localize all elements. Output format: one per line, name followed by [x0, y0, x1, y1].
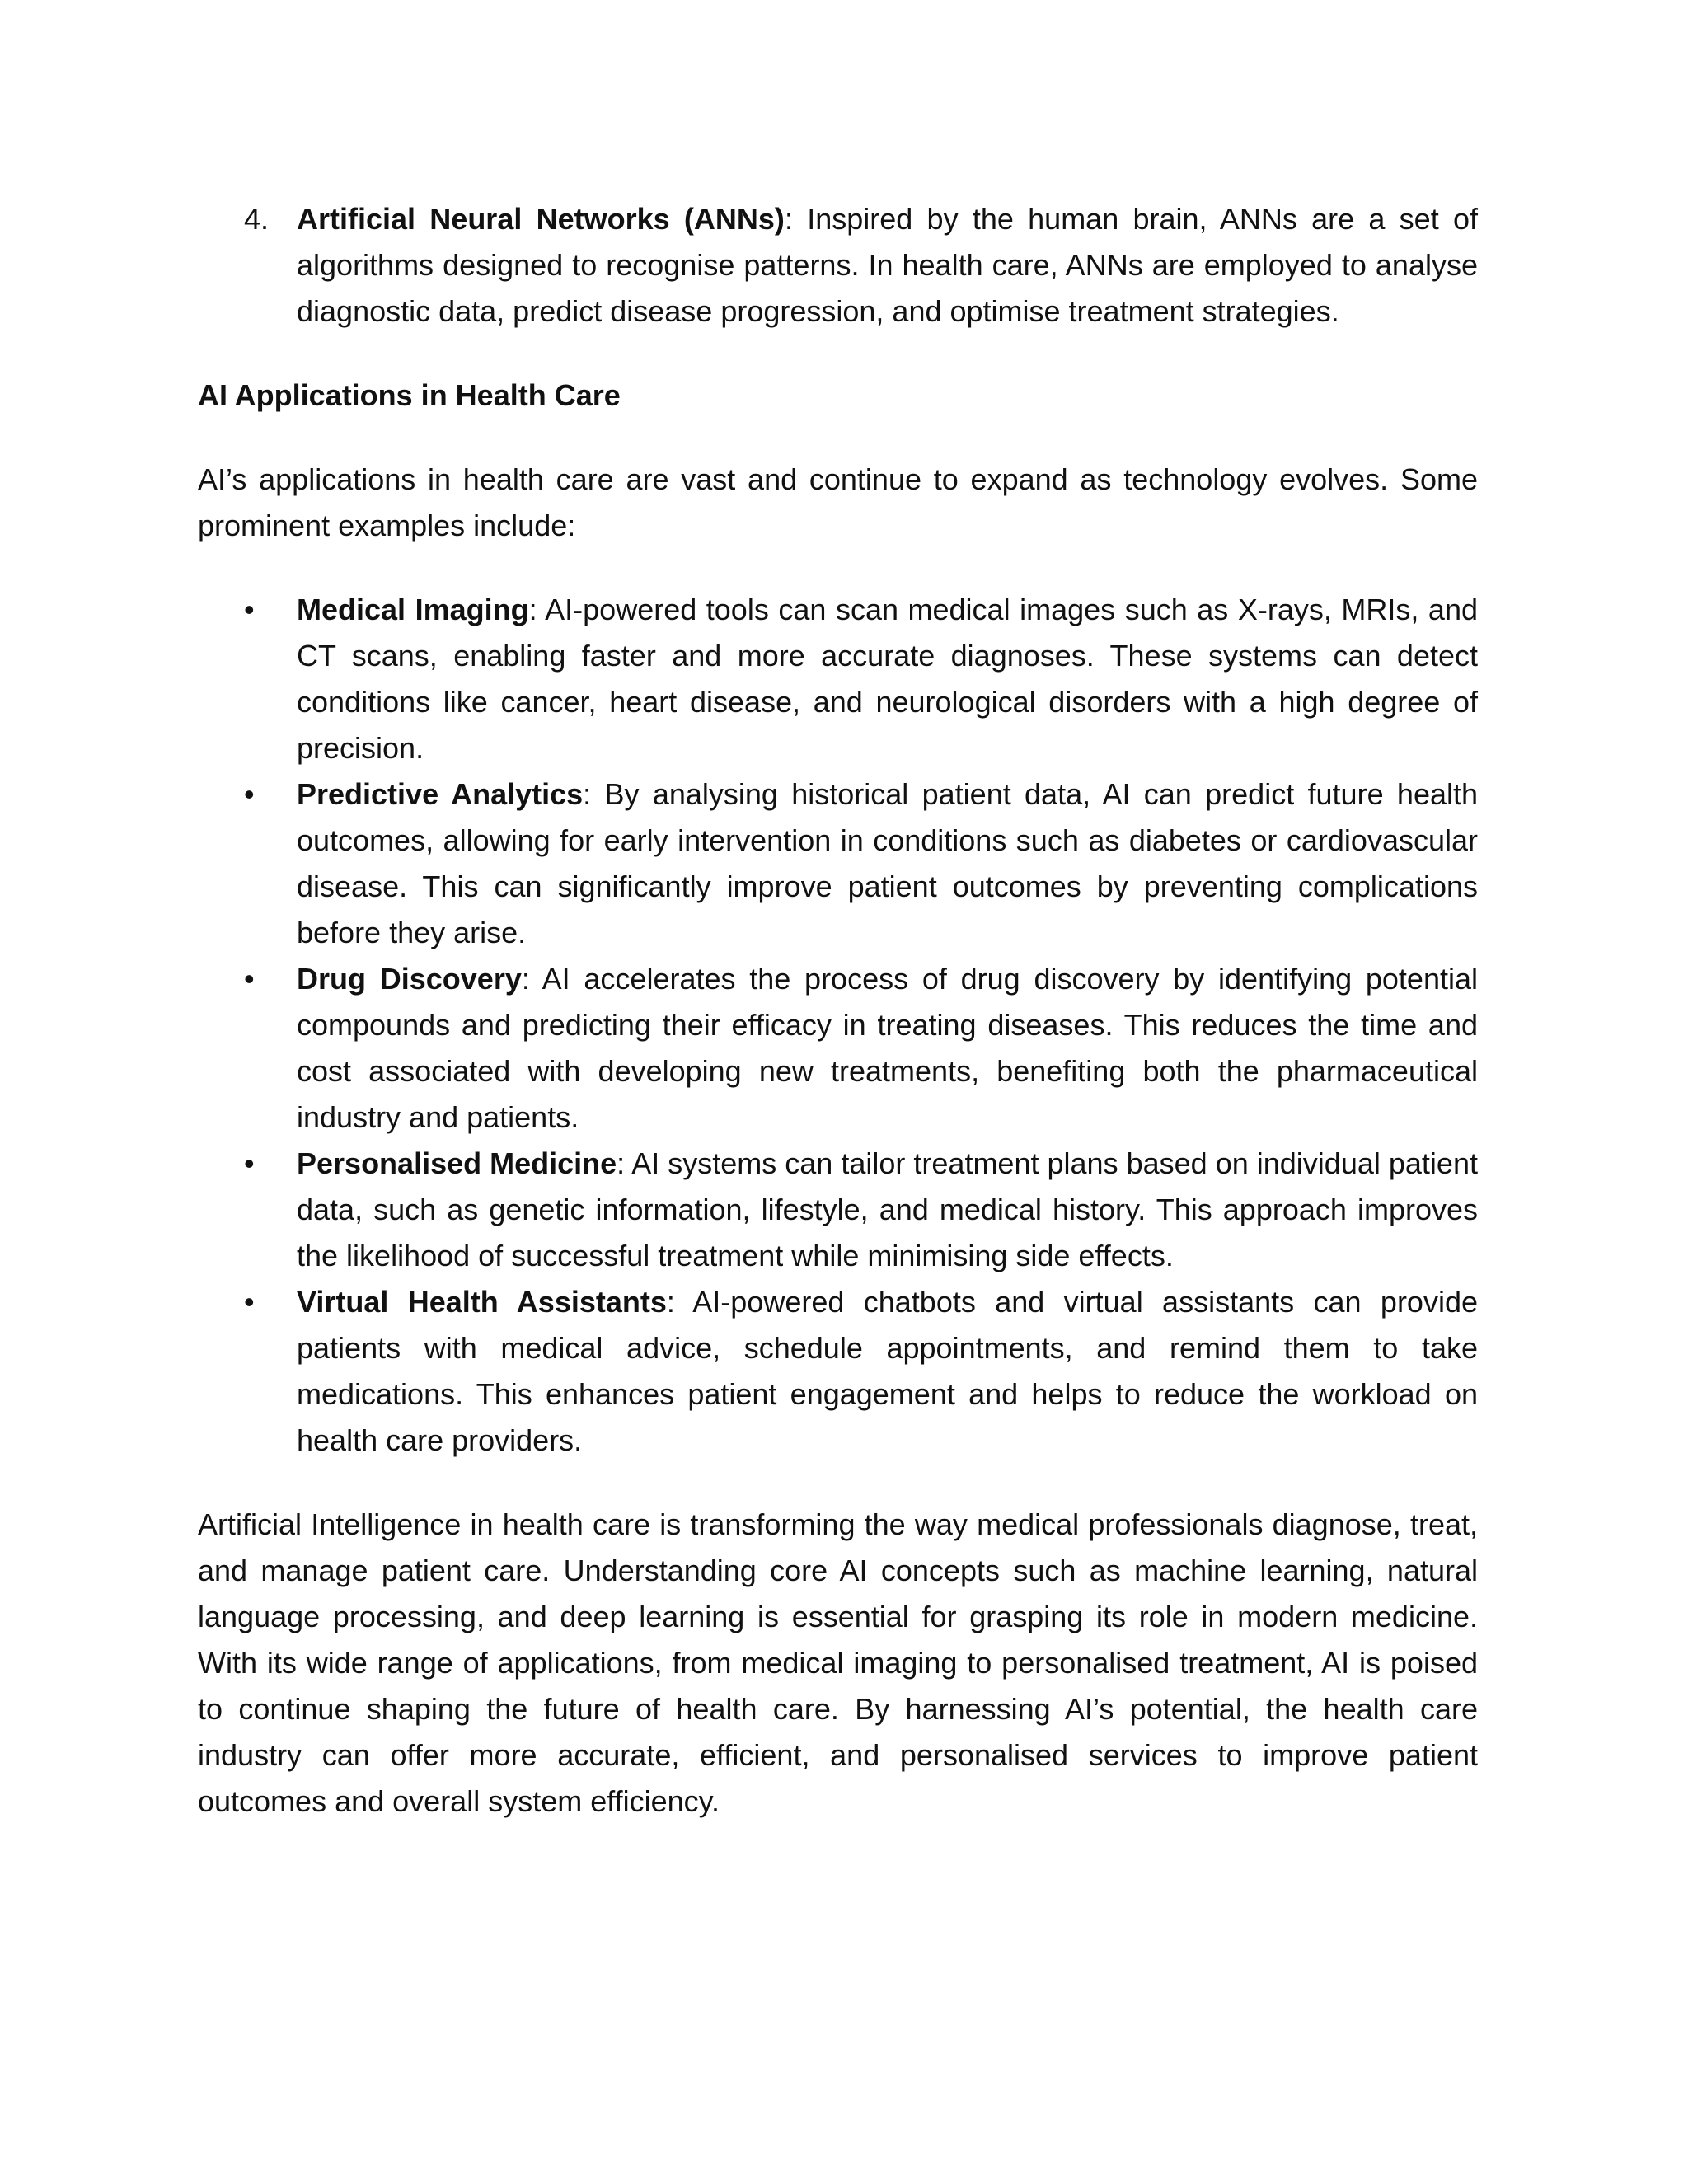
bullet-item [198, 1279, 1478, 1464]
intro-paragraph: AI’s applications in health care are vast and continue to expand as technology evolves. Some prominent examples include: [198, 462, 1478, 542]
bullet-term: Virtual Health Assistants [297, 1285, 667, 1319]
bullet-icon: • [244, 777, 255, 811]
bullet-term: Personalised Medicine [297, 1146, 617, 1180]
bullet-icon: • [244, 962, 255, 996]
bullet-item [198, 956, 1478, 1141]
bullet-paragraph [297, 1141, 1478, 1279]
bullet-item [198, 771, 1478, 956]
bullet-icon: • [244, 1146, 255, 1180]
document-page [198, 196, 1478, 1825]
list-item-text: : Inspired by the human brain, ANNs are a set of algorithms designed to recognise patterns. In health care, ANNs are employed to analyse diagnostic data, predict disease progression, and optimise treatment strategies. [297, 202, 1478, 328]
bullet-text: : AI-powered chatbots and virtual assistants can provide patients with medical advice, schedule appointments, and remind them to take medications. This enhances patient engagement and helps to reduce the workload on health care providers. [297, 1285, 1478, 1457]
bullet-text: : AI systems can tailor treatment plans based on individual patient data, such as genetic information, lifestyle, and medical history. This approach improves the likelihood of successful treatment while minimising side effects. [297, 1146, 1478, 1272]
bullet-icon: • [244, 593, 255, 626]
bullet-text: : By analysing historical patient data, AI can predict future health outcomes, allowing for early intervention in conditions such as diabetes or cardiovascular disease. This can significantly improve patient outcomes by preventing complications before they arise. [297, 777, 1479, 949]
list-item-paragraph [297, 196, 1478, 335]
list-item-term: Artificial Neural Networks (ANNs) [297, 202, 785, 236]
bullet-item [198, 587, 1478, 771]
bullet-paragraph [297, 956, 1478, 1141]
bullet-text: : AI-powered tools can scan medical images such as X-rays, MRIs, and CT scans, enabling faster and more accurate diagnoses. These systems can detect conditions like cancer, heart disease, and neurological disorders with a high degree of precision. [297, 593, 1478, 765]
bullet-paragraph [297, 771, 1478, 956]
bullet-term: Drug Discovery [297, 962, 522, 996]
bullet-item [198, 1141, 1478, 1279]
bullet-term: Medical Imaging [297, 593, 529, 626]
bullet-term: Predictive Analytics [297, 777, 584, 811]
conclusion-paragraph: Artificial Intelligence in health care is transforming the way medical professionals diagnose, treat, and manage patient care. Understanding core AI concepts such as machine learning, natural language processing, and deep learning is essential for grasping its role in modern medicine. With its wide range of applications, from medical imaging to personalised treatment, AI is poised to continue shaping the future of health care. By harnessing AI’s potential, the health care industry can offer more accurate, efficient, and personalised services to improve patient outcomes and overall system efficiency. [198, 1507, 1478, 1818]
bullet-paragraph [297, 1279, 1478, 1464]
bullet-icon: • [244, 1285, 255, 1319]
bullet-paragraph [297, 587, 1478, 771]
bullet-list [198, 587, 1478, 1464]
numbered-list-item [198, 196, 1478, 335]
bullet-text: : AI accelerates the process of drug discovery by identifying potential compounds and predicting their efficacy in treating diseases. This reduces the time and cost associated with developing new treatments, benefiting both the pharmaceutical industry and patients. [297, 962, 1478, 1134]
section-heading: AI Applications in Health Care [198, 378, 621, 412]
list-number: 4. [244, 202, 270, 236]
